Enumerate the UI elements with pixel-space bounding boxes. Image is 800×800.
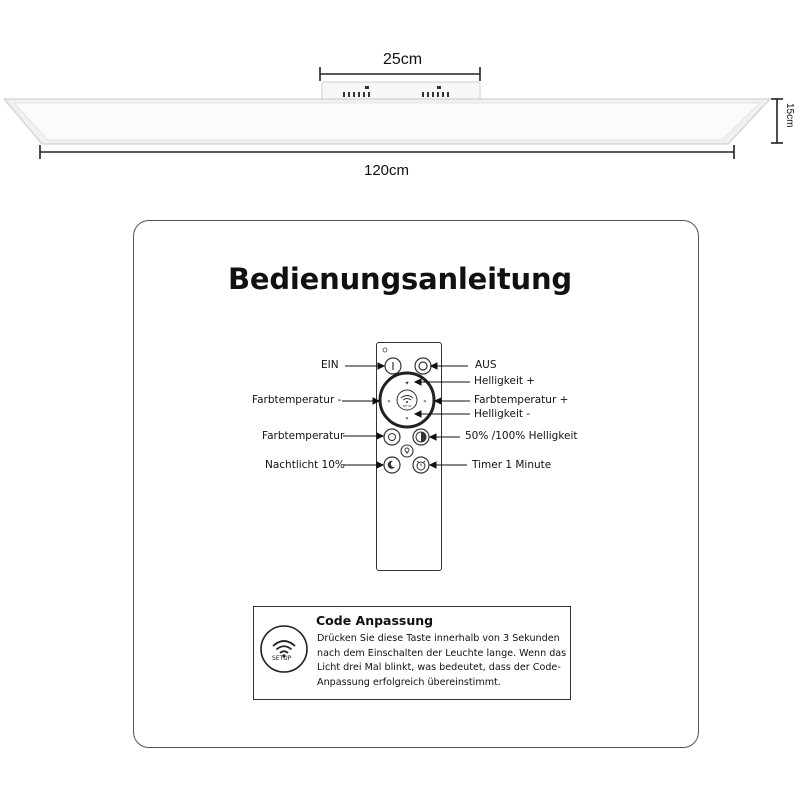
mount-width-label: 25cm: [383, 51, 423, 68]
code-pairing-title: Code Anpassung: [316, 613, 434, 628]
label-brightness-plus: Helligkeit +: [474, 375, 536, 387]
code-pairing-line: Anpassung erfolgreich übereinstimmt.: [317, 677, 501, 688]
label-color-temp: Farbtemperatur: [262, 430, 345, 442]
manual-title: Bedienungsanleitung: [228, 262, 572, 296]
svg-text:SETUP: SETUP: [402, 405, 412, 408]
off-button-icon: [415, 358, 431, 374]
panel-height-label: 15cm: [784, 103, 795, 128]
svg-text:«: «: [387, 398, 391, 405]
timer-button-icon: [413, 457, 429, 473]
panel-length-label: 120cm: [364, 162, 410, 179]
svg-text:»: »: [423, 398, 427, 405]
code-pairing-line: Licht drei Mal blinkt, was bedeutet, dass der Code-: [317, 662, 561, 673]
half-brightness-button-icon: [413, 429, 429, 445]
night-light-button-icon: [384, 457, 400, 473]
label-night-light: Nachtlicht 10%: [265, 459, 345, 471]
svg-text:✦: ✦: [404, 380, 410, 387]
height-dimension-line: [771, 99, 783, 143]
on-button-icon: [385, 358, 401, 374]
label-color-temp-minus: Farbtemperatur -: [252, 394, 342, 406]
label-color-temp-plus: Farbtemperatur +: [474, 394, 569, 406]
color-temp-button-icon: [384, 429, 400, 445]
label-off: AUS: [475, 359, 497, 371]
mount-bracket: [322, 82, 480, 100]
setup-icon-label: SETUP: [272, 655, 292, 662]
label-timer: Timer 1 Minute: [472, 459, 552, 471]
length-dimension-line: [40, 145, 734, 159]
label-on: EIN: [321, 359, 339, 371]
label-brightness-minus: Helligkeit -: [474, 408, 531, 420]
label-half-full-brightness: 50% /100% Helligkeit: [465, 430, 578, 442]
led-panel: [4, 99, 770, 144]
dpad-ring-icon: [380, 373, 434, 427]
setup-wifi-icon: [259, 624, 309, 674]
svg-text:✦: ✦: [404, 416, 410, 422]
mount-dimension-line: [320, 67, 480, 81]
bulb-button-icon: [401, 445, 413, 457]
code-pairing-line: Drücken Sie diese Taste innerhalb von 3 Sekunden: [317, 633, 560, 644]
code-pairing-line: nach dem Einschalten der Leuchte lange. Wenn das: [317, 648, 567, 659]
